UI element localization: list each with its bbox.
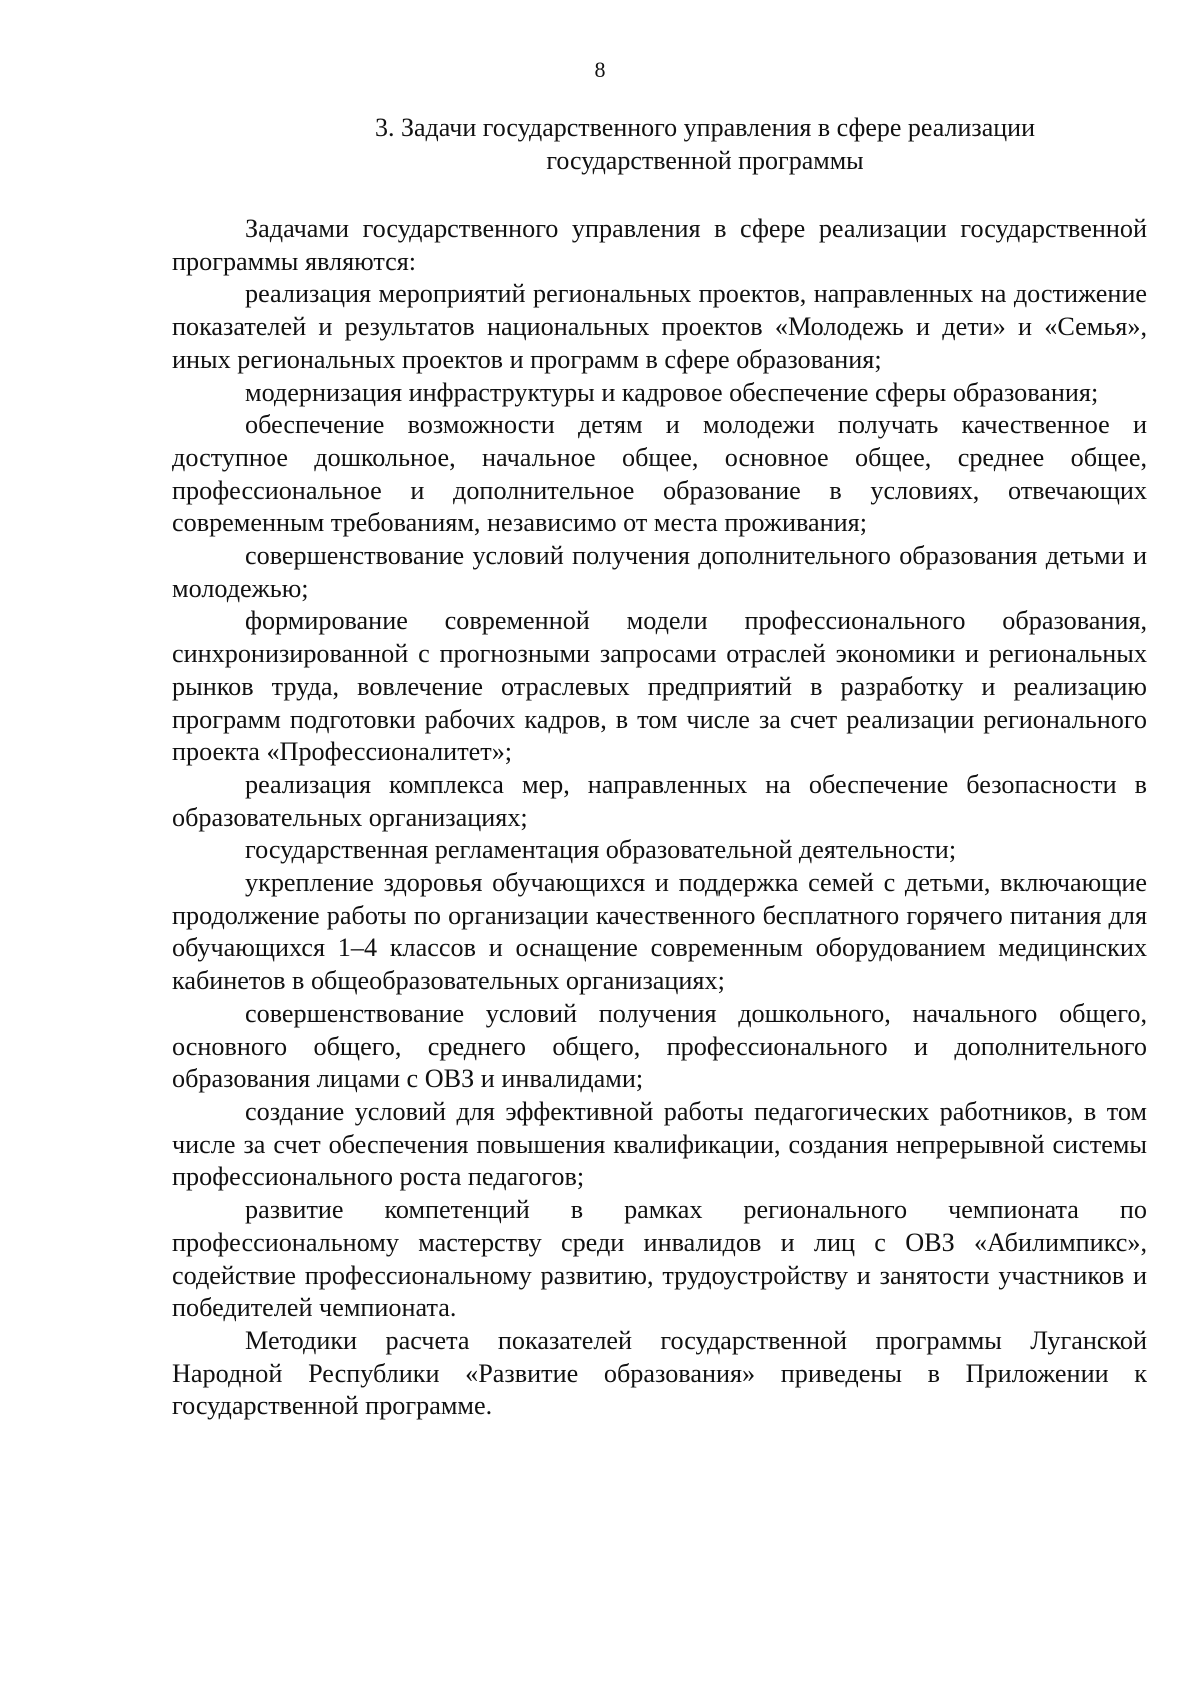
paragraph-task-additional-education: совершенствование условий получения дополнительного образования детьми и молодежью; <box>172 541 1147 603</box>
paragraph-task-abilympics: развитие компетенций в рамках регионального чемпионата по профессиональному мастерству среди инвалидов и лиц с ОВЗ «Абилимпикс», содействие профессиональному развитию, трудоустройству и занятости участников и победителей чемпионата. <box>172 1195 1147 1323</box>
section-heading-line-1: 3. Задачи государственного управления в сфере реализации <box>374 113 1035 142</box>
paragraph-task-regional-projects: реализация мероприятий региональных проектов, направленных на достижение показателей и результатов национальных проектов «Молодежь и дети» и «Семья», иных региональных проектов и программ в сфере образования; <box>172 279 1147 374</box>
paragraph-task-regulation: государственная регламентация образовательной деятельности; <box>245 835 957 865</box>
page-number: 8 <box>594 57 606 82</box>
section-heading <box>290 111 1120 177</box>
paragraph-task-access-to-education: обеспечение возможности детям и молодежи получать качественное и доступное дошкольное, начальное общее, основное общее, среднее общее, профессиональное и дополнительное образование в условиях, отвечающих современным требованиям, независимо от места проживания; <box>172 410 1147 538</box>
paragraph-intro: Задачами государственного управления в сфере реализации государственной программы являются: <box>172 214 1147 276</box>
body-text <box>172 213 1147 1423</box>
paragraph-task-infrastructure: модернизация инфраструктуры и кадровое обеспечение сферы образования; <box>245 377 1099 407</box>
paragraph-task-health: укрепление здоровья обучающихся и поддержка семей с детьми, включающие продолжение работы по организации качественного бесплатного горячего питания для обучающихся 1–4 классов и оснащение современным оборудованием медицинских кабинетов в общеобразовательных организациях; <box>172 868 1147 996</box>
paragraph-methodology: Методики расчета показателей государственной программы Луганской Народной Республики «Развитие образования» приведены в Приложении к государственной программе. <box>172 1325 1147 1421</box>
paragraph-task-disabilities: совершенствование условий получения дошкольного, начального общего, основного общего, среднего общего, профессионального и дополнительного образования лицами с ОВЗ и инвалидами; <box>172 998 1147 1094</box>
paragraph-task-professional-model: формирование современной модели профессионального образования, синхронизированной с прогнозными запросами отраслей экономики и региональных рынков труда, вовлечение отраслевых предприятий в разработку и реализацию программ подготовки рабочих кадров, в том числе за счет реализации регионального проекта «Профессионалитет»; <box>172 606 1147 767</box>
paragraph-task-teachers: создание условий для эффективной работы педагогических работников, в том числе за счет обеспечения повышения квалификации, создания непрерывной системы профессионального роста педагогов; <box>172 1096 1147 1192</box>
paragraph-task-safety: реализация комплекса мер, направленных на обеспечение безопасности в образовательных организациях; <box>172 769 1147 832</box>
section-heading-line-2: государственной программы <box>546 146 864 175</box>
